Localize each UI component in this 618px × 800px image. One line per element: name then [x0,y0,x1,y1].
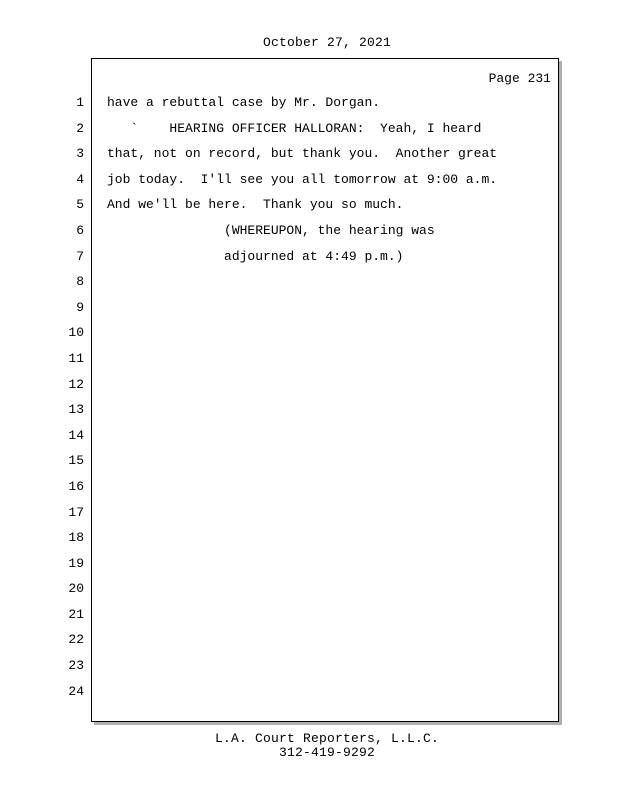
line-number: 4 [76,171,84,187]
transcript-line: ` HEARING OFFICER HALLORAN: Yeah, I heard [107,120,482,136]
line-number: 6 [76,222,84,238]
line-number: 13 [68,402,84,418]
line-number: 9 [76,299,84,315]
line-number: 10 [68,325,84,341]
transcript-line: adjourned at 4:49 p.m.) [107,248,404,264]
line-number: 3 [76,146,84,162]
header-date: October 27, 2021 [262,35,392,50]
line-number: 20 [68,581,84,597]
line-number-column [0,95,84,709]
transcript-line [107,479,547,505]
line-number: 14 [68,427,84,443]
footer-company: L.A. Court Reporters, L.L.C. [214,731,440,746]
line-number: 2 [76,120,84,136]
transcript-line [107,658,547,684]
transcript-line: that, not on record, but thank you. Another great [107,146,498,162]
line-number: 22 [68,632,84,648]
transcript-line [107,351,547,377]
line-number: 1 [76,95,84,110]
transcript-line: have a rebuttal case by Mr. Dorgan. [107,95,381,110]
line-number: 11 [68,350,84,366]
line-number: 15 [68,453,84,469]
transcript-line: And we'll be here. Thank you so much. [107,197,404,213]
line-number: 7 [76,248,84,264]
transcript-line: job today. I'll see you all tomorrow at 9:00 a.m. [107,171,498,187]
transcript-line [107,505,547,531]
transcript-line [107,556,547,582]
line-number: 19 [68,555,84,571]
transcript-line [107,530,547,556]
transcript-line: (WHEREUPON, the hearing was [107,222,435,238]
line-number: 16 [68,478,84,494]
transcript-line [107,402,547,428]
transcript-line [107,607,547,633]
line-number: 17 [68,504,84,520]
line-number: 12 [68,376,84,392]
transcript-line [107,428,547,454]
transcript-line [107,581,547,607]
page-number: Page 231 [488,71,551,86]
line-number: 18 [68,530,84,546]
transcript-text [107,95,547,709]
footer [0,732,618,760]
transcript-line [107,632,547,658]
transcript-line [107,300,547,326]
transcript-line [107,453,547,479]
line-number: 23 [68,658,84,674]
footer-phone: 312-419-9292 [278,745,375,760]
transcript-line [107,274,547,300]
line-number: 5 [76,197,84,213]
transcript-line [107,684,547,710]
transcript-line [107,325,547,351]
transcript-line [107,377,547,403]
line-number: 8 [76,274,84,290]
line-number: 21 [68,606,84,622]
line-number: 24 [68,683,84,699]
